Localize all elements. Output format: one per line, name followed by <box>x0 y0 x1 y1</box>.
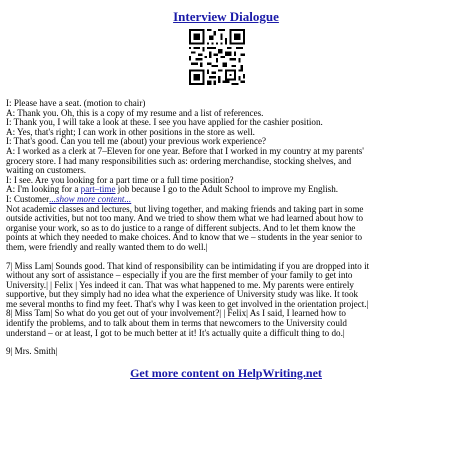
qr-code <box>189 29 245 85</box>
transcript-line: 7| Miss Lam| Sounds good. That kind of responsibility can be intimidating if you are dropped into it <box>6 260 370 271</box>
transcript-line: 9| Mrs. Smith| <box>6 346 58 357</box>
transcript-line: without any sort of assistance – especially if you are the first member of your family to get into <box>6 270 353 281</box>
dialogue-line: I: I see. Are you looking for a part time or a full time position? <box>6 174 234 185</box>
continuation-line: points at which they needed to make choices. And to know that we – students in the year senior to <box>6 232 363 243</box>
show-more-link[interactable] <box>49 194 131 204</box>
dialogue-line: grocery store. I had many responsibilities such as: ordering merchandise, stocking shelves, and <box>6 155 352 166</box>
transcript-line: identify the problems, and to talk about them in terms that newcomers to the University could <box>6 318 347 329</box>
continuation-line: outside activities, but not too many. And we tried to show them what we had learned about how to <box>6 213 364 224</box>
dialogue-line: A: I worked as a clerk at 7–Eleven for one year. Before that I worked in my country at my parents' <box>6 145 364 156</box>
line-text: A: I'm looking for a <box>6 184 81 195</box>
document-title[interactable]: Interview Dialogue <box>173 9 279 24</box>
continuation-line: organise your work, so as to do justice to a range of different subjects. And to let them know the <box>6 222 356 233</box>
document-body <box>6 99 446 357</box>
dialogue-line: A: Thank you. Oh, this is a copy of my resume and a list of references. <box>6 107 264 118</box>
customer-label: I: Customer <box>6 193 50 204</box>
dialogue-line: I: Thank you, I will take a look at these. I see you have applied for the cashier position. <box>6 117 323 128</box>
transcript-line: me several months to find my feet. That's why I was keen to get involved in the orientation project.| <box>6 298 369 309</box>
helpwriting-link[interactable]: Get more content on HelpWriting.net <box>130 366 322 380</box>
dialogue-line: I: Please have a seat. (motion to chair) <box>6 98 146 108</box>
line-text: job because I go to the Adult School to improve my English. <box>115 184 339 195</box>
transcript-line: supportive, but they simply had no idea what the experience of University study was like. It took <box>6 289 359 300</box>
transcript-line: understand – or at least, I got to be much better at it! It's actually quite a difficult thing to do.| <box>6 327 345 338</box>
transcript-line: 8| Miss Tam| So what do you get out of your involvement?| | Felix| As I said, I learned how to <box>6 308 346 319</box>
part-time-link[interactable]: part–time <box>80 184 116 195</box>
dialogue-line: A: Yes, that's right; I can work in other positions in the store as well. <box>6 126 255 137</box>
continuation-line: Not academic classes and lectures, but living together, and making friends and taking part in some <box>6 203 364 214</box>
dialogue-line: I: That's good. Can you tell me (about) your previous work experience? <box>6 136 267 147</box>
show-more-label[interactable]: ...show more content... <box>49 193 132 204</box>
dialogue-line: waiting on customers. <box>6 165 87 176</box>
continuation-line: them, were friendly and really wanted them to do well.| <box>6 241 208 252</box>
transcript-line: University.| | Felix | Yes indeed it can. That was what happened to me. My parents were entirely <box>6 279 354 290</box>
